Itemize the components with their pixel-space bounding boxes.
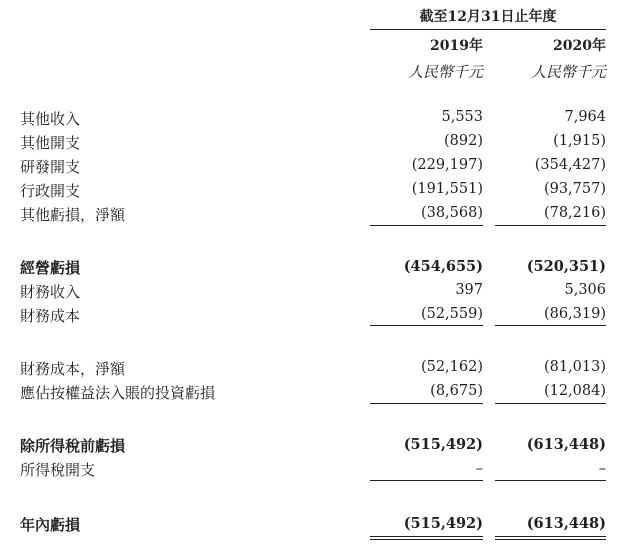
row-value-2019: (229,197) — [411, 157, 483, 173]
row-value-2020: (1,915) — [553, 133, 606, 149]
row-value-2019: (38,568) — [420, 205, 483, 221]
header-rule — [370, 29, 606, 30]
row-value-2020: 5,306 — [564, 282, 606, 298]
row-label-operating-loss: 經營虧損 — [20, 259, 81, 277]
row-value-2019: (454,655) — [403, 258, 483, 275]
row-value-2020: (93,757) — [543, 181, 606, 197]
row-label-other-losses-net: 其他虧損，淨額 — [20, 206, 126, 224]
total-double-rule — [370, 536, 483, 540]
row-value-2019: – — [475, 461, 483, 477]
row-value-2020: (86,319) — [543, 306, 606, 322]
subtotal-rule — [370, 480, 483, 481]
row-value-2020: (520,351) — [526, 258, 606, 275]
row-value-2020: (354,427) — [534, 157, 606, 173]
col-b-unit: 人民幣千元 — [530, 63, 606, 81]
row-label-admin-expenses: 行政開支 — [20, 182, 81, 200]
row-value-2020: (81,013) — [543, 359, 606, 375]
row-value-2019: (8,675) — [430, 383, 483, 399]
subtotal-rule — [370, 325, 483, 326]
subtotal-rule — [370, 225, 483, 226]
row-label-finance-income: 財務收入 — [20, 283, 81, 301]
subtotal-rule — [370, 403, 483, 404]
row-value-2020: (613,448) — [526, 515, 606, 532]
row-label-finance-costs-net: 財務成本，淨額 — [20, 360, 126, 378]
row-label-loss-for-year: 年內虧損 — [20, 516, 81, 534]
row-value-2019: (191,551) — [411, 181, 483, 197]
row-value-2019: 397 — [455, 282, 483, 298]
subtotal-rule — [495, 225, 606, 226]
row-label-finance-costs: 財務成本 — [20, 307, 81, 325]
row-value-2019: (52,162) — [420, 359, 483, 375]
row-value-2019: (52,559) — [420, 306, 483, 322]
subtotal-rule — [495, 325, 606, 326]
row-label-income-tax-expense: 所得稅開支 — [20, 461, 96, 479]
row-value-2020: – — [598, 461, 606, 477]
row-label-other-income: 其他收入 — [20, 110, 81, 128]
row-value-2020: (613,448) — [526, 436, 606, 453]
subtotal-rule — [495, 403, 606, 404]
row-label-other-expenses: 其他開支 — [20, 134, 81, 152]
row-value-2020: (12,084) — [543, 383, 606, 399]
col-b-year: 2020年 — [553, 38, 606, 54]
col-a-year: 2019年 — [430, 38, 483, 54]
total-double-rule — [495, 536, 606, 540]
col-a-unit: 人民幣千元 — [407, 63, 483, 81]
row-label-rd-expenses: 研發開支 — [20, 158, 81, 176]
row-value-2019: (892) — [444, 133, 483, 149]
row-value-2019: (515,492) — [403, 515, 483, 532]
row-value-2019: 5,553 — [441, 109, 483, 125]
row-label-share-of-investment-losses: 應佔按權益法入賬的投資虧損 — [20, 384, 216, 402]
row-value-2020: 7,964 — [564, 109, 606, 125]
row-value-2019: (515,492) — [403, 436, 483, 453]
row-value-2020: (78,216) — [543, 205, 606, 221]
subtotal-rule — [495, 480, 606, 481]
period-heading: 截至12月31日止年度 — [419, 9, 557, 25]
row-label-loss-before-tax: 除所得稅前虧損 — [20, 437, 126, 455]
